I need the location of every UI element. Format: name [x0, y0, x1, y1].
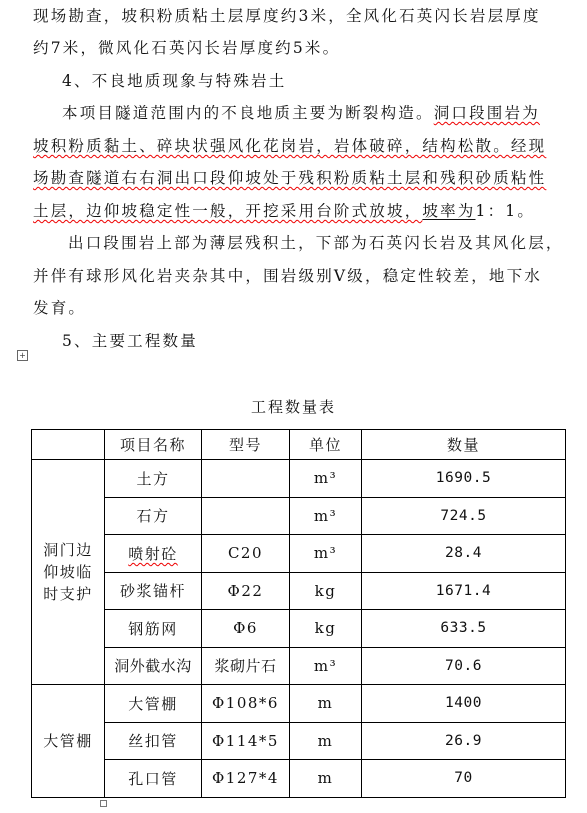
header-cell: 单位 — [290, 430, 362, 460]
item-cell — [105, 535, 202, 573]
text-run: 1：1。 — [475, 202, 536, 220]
item-cell: 大管棚 — [105, 685, 202, 723]
model-cell: Φ108*6 — [202, 685, 290, 723]
unit-cell: m³ — [290, 497, 362, 535]
header-cell: 项目名称 — [105, 430, 202, 460]
table-row — [32, 572, 566, 610]
model-cell: Φ22 — [202, 572, 290, 610]
unit-cell: m — [290, 685, 362, 723]
text-run: 现场勘查，坡积粉质粘土层厚度约3米，全风化石英闪长岩层厚度 — [33, 7, 541, 25]
body-line-4 — [33, 136, 573, 156]
section-heading-5 — [62, 331, 587, 351]
unit-cell: m — [290, 722, 362, 760]
item-cell: 石方 — [105, 497, 202, 535]
qty-cell: 724.5 — [362, 497, 566, 535]
body-line-9 — [33, 298, 573, 318]
qty-cell: 28.4 — [362, 535, 566, 573]
quantity-table — [31, 429, 566, 798]
body-line-3 — [62, 103, 587, 123]
body-line-8 — [33, 266, 573, 286]
item-cell: 孔口管 — [105, 760, 202, 798]
body-line-6 — [33, 201, 573, 221]
group-cell: 大管棚 — [32, 685, 105, 798]
text-run: 本项目隧道范围内的不良地质主要为断裂构造。 — [62, 104, 434, 122]
qty-cell: 1671.4 — [362, 572, 566, 610]
qty-cell: 1400 — [362, 685, 566, 723]
qty-cell: 70.6 — [362, 647, 566, 685]
spellcheck-run: 土层，边仰坡稳定性一般，开挖采用台阶式放坡， — [33, 202, 423, 220]
unit-cell: m³ — [290, 460, 362, 498]
spellcheck-run: 洞口段围岩为 — [433, 104, 540, 122]
model-cell: Φ114*5 — [202, 722, 290, 760]
qty-cell: 70 — [362, 760, 566, 798]
group-cell: 洞门边仰坡临时支护 — [32, 460, 105, 685]
unit-cell: m³ — [290, 535, 362, 573]
item-cell: 土方 — [105, 460, 202, 498]
section-heading-4 — [62, 71, 587, 91]
table-move-handle-icon[interactable]: + — [17, 350, 28, 361]
body-line-7 — [68, 233, 587, 253]
table-row — [32, 460, 566, 498]
spellcheck-run: 场勘查隧道右右洞出口段仰坡处于残积粉质粘土层和残积砂质粘性 — [33, 169, 547, 187]
table-caption: 工程数量表 — [250, 398, 336, 416]
text-run: 并伴有球形风化岩夹杂其中，围岩级别Ⅴ级，稳定性较差，地下水 — [33, 267, 542, 285]
text-run: 约7米，微风化石英闪长岩厚度约5米。 — [33, 39, 341, 57]
unit-cell: m — [290, 760, 362, 798]
model-cell — [202, 460, 290, 498]
model-cell: Φ127*4 — [202, 760, 290, 798]
item-cell: 砂浆锚杆 — [105, 572, 202, 610]
text-run: 发育。 — [33, 299, 87, 317]
body-line-2 — [33, 38, 573, 58]
item-cell: 钢筋网 — [105, 610, 202, 648]
model-cell: Φ6 — [202, 610, 290, 648]
spellcheck-run: 坡积粉质黏土、碎块状强风化花岗岩，岩体破碎，结构松散。经现 — [33, 137, 547, 155]
underlined-run: 坡率为 — [422, 202, 476, 220]
header-cell: 型号 — [202, 430, 290, 460]
table-header-row — [32, 430, 566, 460]
qty-cell: 26.9 — [362, 722, 566, 760]
table-row — [32, 760, 566, 798]
unit-cell: m³ — [290, 647, 362, 685]
table-row — [32, 722, 566, 760]
table-row — [32, 685, 566, 723]
text-run: 出口段围岩上部为薄层残积土，下部为石英闪长岩及其风化层， — [68, 234, 564, 252]
item-cell: 洞外截水沟 — [105, 647, 202, 685]
qty-cell: 1690.5 — [362, 460, 566, 498]
model-cell — [202, 497, 290, 535]
unit-cell: kg — [290, 572, 362, 610]
qty-cell: 633.5 — [362, 610, 566, 648]
header-cell: 数量 — [362, 430, 566, 460]
body-line-1 — [33, 6, 573, 26]
item-text: 喷射砼 — [128, 544, 178, 563]
paragraph-end-mark — [100, 800, 107, 807]
table-row — [32, 610, 566, 648]
table-row — [32, 647, 566, 685]
text-run: 5、主要工程数量 — [62, 332, 198, 350]
item-cell: 丝扣管 — [105, 722, 202, 760]
table-row — [32, 535, 566, 573]
unit-cell: kg — [290, 610, 362, 648]
model-cell: 浆砌片石 — [202, 647, 290, 685]
body-line-5 — [33, 168, 573, 188]
table-row — [32, 497, 566, 535]
text-run: 4、不良地质现象与特殊岩土 — [62, 72, 287, 90]
header-cell — [32, 430, 105, 460]
model-cell: C20 — [202, 535, 290, 573]
